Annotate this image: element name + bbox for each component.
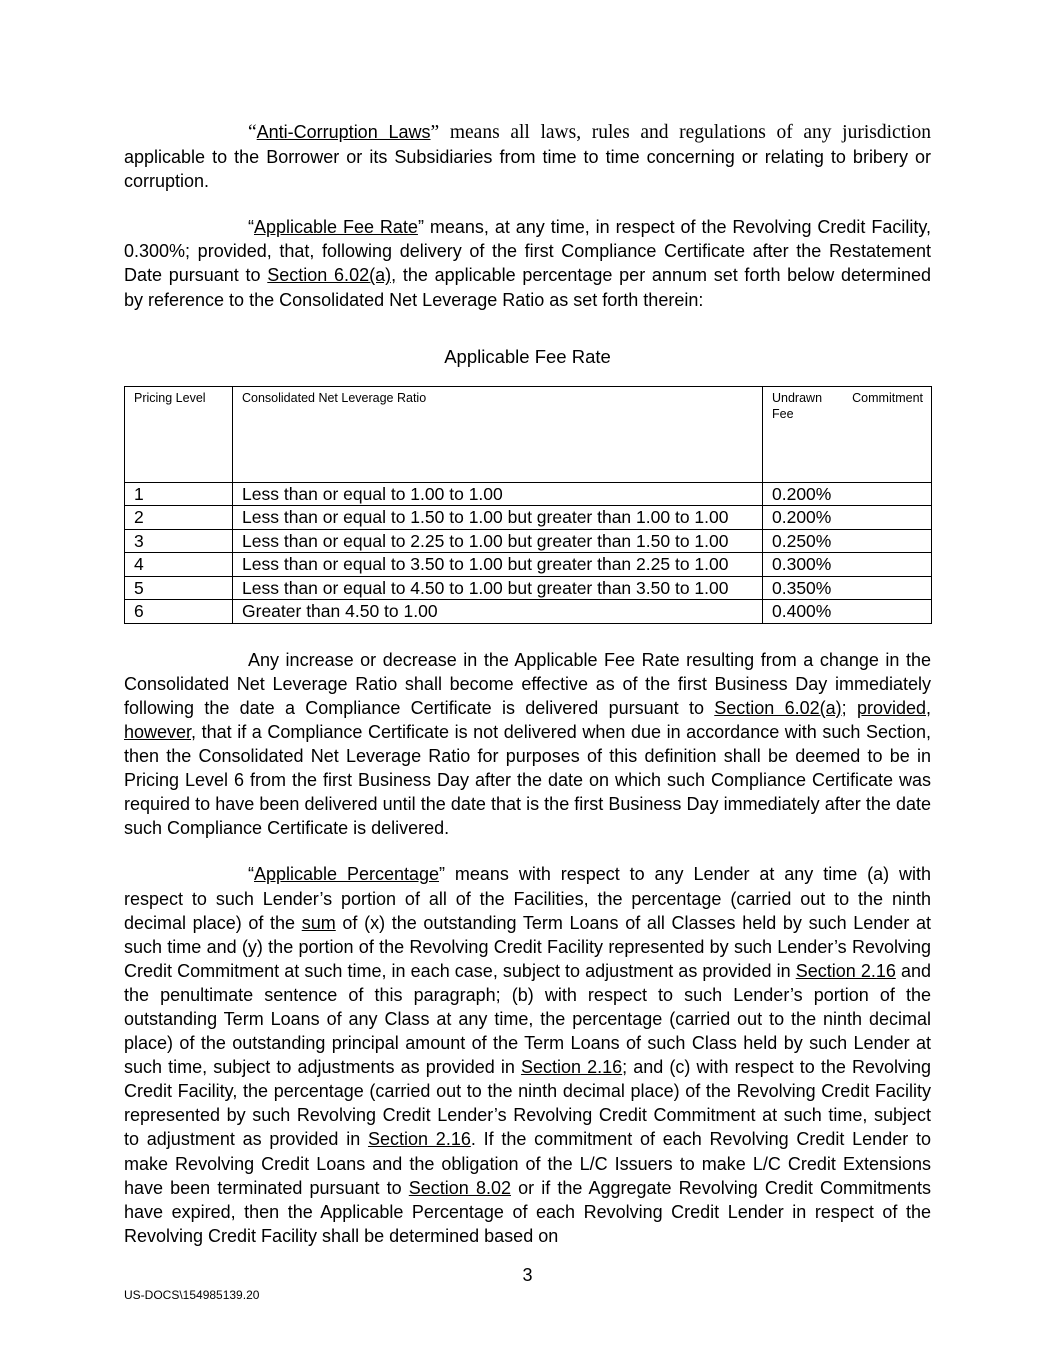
document-id: US-DOCS\154985139.20 xyxy=(124,1288,260,1302)
definition-text: ” means with respect to any Lender at any time (a) with respect to such Lender’s portion of all of the Facilities, the percentage (carried out to the ninth decimal place) of the xyxy=(124,864,931,933)
cell-fee: 0.400% xyxy=(763,600,932,624)
page-number: 3 xyxy=(522,1265,533,1285)
header-pricing-level: Pricing Level xyxy=(125,386,233,482)
fee-rate-adjustment-paragraph xyxy=(124,648,931,841)
cell-ratio: Less than or equal to 4.50 to 1.00 but greater than 3.50 to 1.00 xyxy=(233,576,763,600)
section-reference: Section 8.02 xyxy=(408,1177,511,1198)
table-header-row xyxy=(125,386,932,482)
definition-applicable-fee-rate xyxy=(124,215,931,311)
cell-level: 6 xyxy=(125,600,233,624)
header-fee-label: Fee xyxy=(772,406,794,421)
quote-mark: “ xyxy=(248,217,254,238)
cell-level: 1 xyxy=(125,482,233,506)
header-fee xyxy=(763,386,932,482)
definition-lead: ” means all laws, rules and regulations of any jurisdiction xyxy=(430,122,932,143)
section-reference: Section 2.16 xyxy=(520,1057,623,1078)
table-row xyxy=(125,506,932,530)
fee-rate-table xyxy=(124,386,932,624)
definition-text: of (x) the outstanding Term Loans of all Classes held by such Lender at such time and (y) the portion of the Revolving Credit Facility represented by such Lender’s Revolving Credit Commitment at such time, in each case, subject to adjustment as provided in xyxy=(124,912,931,981)
section-reference: Section 2.16 xyxy=(368,1129,471,1150)
table-caption: Applicable Fee Rate xyxy=(444,345,611,367)
cell-fee: 0.300% xyxy=(763,553,932,577)
definition-anti-corruption-laws xyxy=(124,120,931,193)
paragraph-text: , xyxy=(925,697,931,718)
cell-ratio: Less than or equal to 1.00 to 1.00 xyxy=(233,482,763,506)
defined-term: Applicable Fee Rate xyxy=(254,217,418,238)
cell-level: 4 xyxy=(125,553,233,577)
table-row xyxy=(125,553,932,577)
defined-term: Anti-Corruption Laws xyxy=(256,122,431,142)
table-row xyxy=(125,576,932,600)
cell-ratio: Less than or equal to 3.50 to 1.00 but greater than 2.25 to 1.00 xyxy=(233,553,763,577)
paragraph-text: , that if a Compliance Certificate is not delivered when due in accordance with such Section, then the Consolidated Net Leverage Ratio for purposes of this definition shall be deemed to be in Pricing Level 6 from the first Business Day after the date on which such Compliance Certificate was required to have been delivered until the date that is the first Business Day immediately after the date such Compliance Certificate is delivered. xyxy=(124,721,931,839)
definition-text: the applicable percentage per annum set forth below determined by reference to the Consolidated Net Leverage Ratio as set forth therein: xyxy=(124,265,931,310)
paragraph-text: Any increase or decrease in the Applicable Fee Rate resulting from a change in the Consolidated Net Leverage Ratio shall become effective as of the first Business Day immediately following the date a Compliance Certificate is delivered pursuant to xyxy=(124,649,931,718)
cell-fee: 0.350% xyxy=(763,576,932,600)
cell-ratio: Greater than 4.50 to 1.00 xyxy=(233,600,763,624)
section-reference: Section 2.16 xyxy=(795,960,896,981)
section-reference: Section 6.02(a), xyxy=(267,265,397,286)
header-ratio: Consolidated Net Leverage Ratio xyxy=(233,386,763,482)
definition-text: applicable to the Borrower or its Subsidiaries from time to time concerning or relating to bribery or corruption. xyxy=(124,147,931,192)
quote-mark: “ xyxy=(248,122,257,143)
table-row xyxy=(125,482,932,506)
cell-fee: 0.250% xyxy=(763,529,932,553)
paragraph-text: ; xyxy=(841,697,857,718)
header-fee-commitment: Commitment xyxy=(852,390,923,405)
cell-fee: 0.200% xyxy=(763,482,932,506)
definition-text: or if the Aggregate Revolving Credit Commitments have expired, then the Applicable Percentage of each Revolving Credit Lender in respect of the Revolving Credit Facility shall be determined based on xyxy=(124,1177,931,1246)
cell-ratio: Less than or equal to 1.50 to 1.00 but greater than 1.00 to 1.00 xyxy=(233,506,763,530)
proviso-term: however xyxy=(124,721,192,742)
header-fee-undrawn: Undrawn xyxy=(772,390,823,405)
table-row xyxy=(125,600,932,624)
cell-level: 5 xyxy=(125,576,233,600)
cell-fee: 0.200% xyxy=(763,506,932,530)
quote-mark: “ xyxy=(248,864,254,885)
definition-text: ” means, at any time, in respect of the Revolving Credit Facility, 0.300%; provided, that, following delivery of the first Compliance Certificate after the Restatement Date pursuant to xyxy=(124,217,931,286)
document-page xyxy=(124,120,931,1248)
section-reference: Section 6.02(a) xyxy=(714,697,842,718)
definition-text: ; and (c) with respect to the Revolving Credit Facility, the percentage (carried out to the ninth decimal place) of the Revolving Credit Facility represented by such Revolving Credit Lender’s Revolving Credit Commitment at such time, subject to adjustment as provided in xyxy=(124,1057,931,1150)
table-row xyxy=(125,529,932,553)
defined-term: Applicable Percentage xyxy=(254,864,440,885)
cell-level: 3 xyxy=(125,529,233,553)
definition-applicable-percentage xyxy=(124,862,931,1248)
cell-ratio: Less than or equal to 2.25 to 1.00 but greater than 1.50 to 1.00 xyxy=(233,529,763,553)
cell-level: 2 xyxy=(125,506,233,530)
definition-text: . If the commitment of each Revolving Credit Lender to make Revolving Credit Loans and the obligation of the L/C Issuers to make L/C Credit Extensions have been terminated pursuant to xyxy=(124,1129,931,1198)
emphasis-term: sum xyxy=(301,912,336,933)
proviso-term: provided xyxy=(856,697,926,718)
definition-text: and the penultimate sentence of this paragraph; (b) with respect to such Lender’s portion of the outstanding Term Loans of any Class at any time, the percentage (carried out to the ninth decimal place) of the outstanding principal amount of the Term Loans of such Class held by such Lender at such time, subject to adjustments as provided in xyxy=(124,960,931,1078)
